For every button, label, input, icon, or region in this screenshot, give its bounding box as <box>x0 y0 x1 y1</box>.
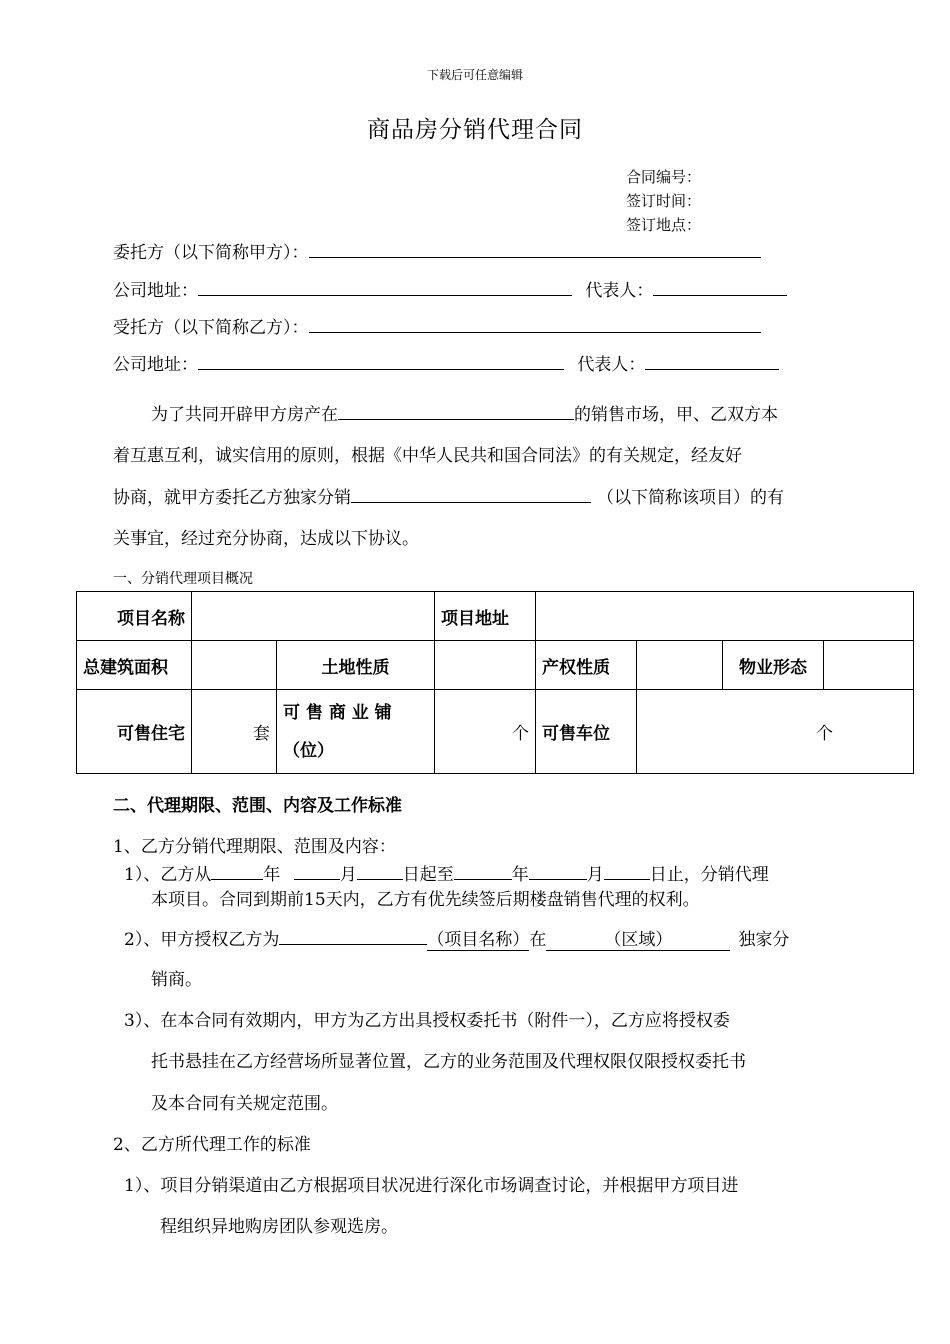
intro-line-4: 关事宜，经过充分协商，达成以下协议。 <box>113 529 419 549</box>
sign-time-label: 签订时间： <box>626 192 702 210</box>
day-from-blank[interactable] <box>357 865 403 880</box>
item-text: 日止，分销代理 <box>649 865 769 885</box>
cell-label: 项目地址 <box>435 592 536 641</box>
s2-p1: 1、乙方分销代理期限、范围及内容： <box>113 837 396 857</box>
item-text: 月 <box>586 865 604 885</box>
cell-label: 土地性质 <box>277 641 435 690</box>
cell-label: 项目名称 <box>77 592 192 641</box>
address-b-label: 公司地址： <box>113 355 198 375</box>
cell-label: 产权性质 <box>536 641 637 690</box>
month-to-blank[interactable] <box>529 865 587 880</box>
party-b-blank[interactable] <box>309 318 761 333</box>
party-a-label: 委托方（以下简称甲方）： <box>113 243 309 263</box>
project-address-cell[interactable] <box>536 592 914 641</box>
item-text: 1）、乙方从 <box>124 865 212 885</box>
section-2-heading: 二、代理期限、范围、内容及工作标准 <box>113 796 402 816</box>
address-b-row <box>113 350 779 375</box>
commercial-label-line2: （位） <box>283 740 334 761</box>
item-2-line-2: 销商。 <box>151 970 202 990</box>
month-from-blank[interactable] <box>294 865 340 880</box>
address-a-blank[interactable] <box>198 281 572 296</box>
residential-unit: 套 <box>192 690 277 774</box>
intro-line-3 <box>113 483 784 508</box>
land-nature-cell[interactable] <box>435 641 536 690</box>
intro-text: （以下简称该项目）的有 <box>597 488 784 508</box>
rep-a-blank[interactable] <box>653 281 787 296</box>
item-3-line-3: 及本合同有关规定范围。 <box>151 1094 338 1114</box>
header-note: 下载后可任意编辑 <box>426 68 523 82</box>
region-blank[interactable] <box>546 925 730 951</box>
item-1-line-1 <box>124 860 769 885</box>
contract-number-label: 合同编号： <box>626 168 702 186</box>
intro-text: 的销售市场，甲、乙双方本 <box>574 405 778 425</box>
rep-b-blank[interactable] <box>645 355 779 370</box>
address-a-row <box>113 276 787 301</box>
property-nature-cell[interactable] <box>637 641 723 690</box>
cell-label: 可售车位 <box>536 690 637 774</box>
project-overview-table <box>76 591 914 774</box>
total-area-cell[interactable] <box>192 641 277 690</box>
table-row <box>77 690 914 774</box>
property-type-cell[interactable] <box>824 641 914 690</box>
party-a-blank[interactable] <box>309 243 761 258</box>
address-a-label: 公司地址： <box>113 281 198 301</box>
project-name-cell[interactable] <box>192 592 435 641</box>
table-row <box>77 641 914 690</box>
year-to-blank[interactable] <box>454 865 512 880</box>
item-3-line-2: 托书悬挂在乙方经营场所显著位置，乙方的业务范围及代理权限仅限授权委托书 <box>151 1052 746 1072</box>
item-text: 年 <box>511 865 529 885</box>
s2-p2: 2、乙方所代理工作的标准 <box>113 1135 311 1155</box>
commercial-unit: 个 <box>435 690 536 774</box>
year-from-blank[interactable] <box>211 865 263 880</box>
parking-unit: 个 <box>637 690 914 774</box>
market-blank[interactable] <box>338 405 574 420</box>
item-text: 独家分 <box>738 930 790 950</box>
sign-place-label: 签订地点： <box>626 216 702 234</box>
work-item-1-line-2: 程组织异地购房团队参观选房。 <box>160 1217 398 1237</box>
item-text: 2）、甲方授权乙方为 <box>124 930 280 950</box>
item-3-line-1: 3）、在本合同有效期内，甲方为乙方出具授权委托书（附件一），乙方应将授权委 <box>124 1011 730 1031</box>
intro-text: 协商，就甲方委托乙方独家分销 <box>113 488 351 508</box>
project-name-blank[interactable] <box>279 930 427 945</box>
item-text: 年 <box>263 865 281 885</box>
party-a-row <box>113 238 761 263</box>
commercial-label-line1: 可 售 商 业 铺 <box>283 702 392 723</box>
address-b-blank[interactable] <box>198 355 564 370</box>
party-b-label: 受托方（以下简称乙方）： <box>113 318 309 338</box>
work-item-1-line-1: 1）、项目分销渠道由乙方根据项目状况进行深化市场调查讨论，并根据甲方项目进 <box>124 1176 739 1196</box>
intro-line-2: 着互惠互利，诚实信用的原则，根据《中华人民共和国合同法》的有关规定，经友好 <box>113 446 742 466</box>
cell-label <box>277 690 435 774</box>
rep-b-label: 代表人： <box>577 355 646 375</box>
section-1-heading: 一、分销代理项目概况 <box>113 571 253 587</box>
cell-label: 总建筑面积 <box>77 641 192 690</box>
project-blank[interactable] <box>351 488 591 503</box>
intro-text: 为了共同开辟甲方房产在 <box>151 405 338 425</box>
day-to-blank[interactable] <box>604 865 650 880</box>
rep-a-label: 代表人： <box>585 281 654 301</box>
project-name-hint: （项目名称） <box>427 930 530 950</box>
intro-line-1 <box>151 400 778 425</box>
party-b-row <box>113 313 761 338</box>
item-1-line-2: 本项目。合同到期前15天内，乙方有优先续签后期楼盘销售代理的权利。 <box>151 890 700 910</box>
document-title: 商品房分销代理合同 <box>367 117 583 143</box>
item-text: 日起至 <box>402 865 454 885</box>
item-text: 月 <box>339 865 357 885</box>
item-text: 在 <box>529 930 547 950</box>
item-2-line-1 <box>124 925 789 951</box>
region-hint: （区域） <box>604 930 673 950</box>
cell-label: 可售住宅 <box>77 690 192 774</box>
cell-label: 物业形态 <box>723 641 824 690</box>
table-row <box>77 592 914 641</box>
